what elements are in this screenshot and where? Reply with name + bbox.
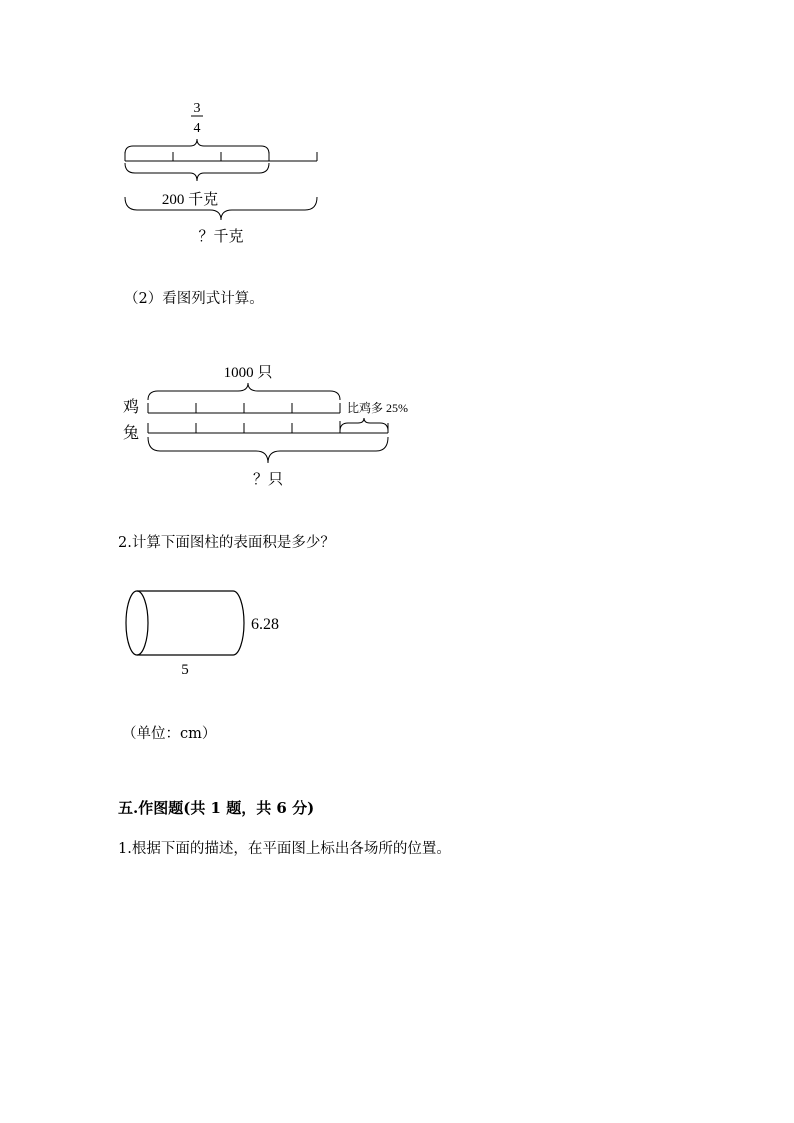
top-count-label: 1000 只 xyxy=(223,365,273,381)
rabbit-total-brace xyxy=(148,437,388,463)
fraction-numerator: 3 xyxy=(193,101,201,116)
total-label: ？千克 xyxy=(198,229,244,245)
chicken-brace xyxy=(148,383,340,400)
cylinder-right-curve xyxy=(233,591,244,655)
length-label: 5 xyxy=(181,662,189,678)
weight-bar-diagram xyxy=(110,90,350,250)
unit-note: （单位：cm） xyxy=(122,726,217,742)
extra-brace xyxy=(340,418,388,431)
chicken-rabbit-diagram xyxy=(110,355,440,495)
extra-percent-label: 比鸡多 25% xyxy=(347,401,408,415)
circumference-label: 6.28 xyxy=(251,616,279,633)
rabbit-total-label: ？只 xyxy=(252,472,284,488)
problem-instruction-2: （2）看图列式计算。 xyxy=(124,291,264,307)
fraction-denominator: 4 xyxy=(193,121,201,136)
cylinder-left-face xyxy=(126,591,148,655)
section-heading: 五.作图题(共 1 题，共 6 分) xyxy=(118,799,315,817)
section-question: 1.根据下面的描述，在平面图上标出各场所的位置。 xyxy=(118,841,451,857)
chicken-label: 鸡 xyxy=(123,399,140,416)
cylinder-figure xyxy=(115,582,315,687)
top-brace xyxy=(125,139,269,154)
rabbit-label: 兔 xyxy=(123,425,140,442)
problem-instruction-cylinder: 2.计算下面图柱的表面积是多少？ xyxy=(118,535,335,551)
part-brace xyxy=(125,163,269,181)
part-label: 200 千克 xyxy=(161,192,219,208)
total-brace xyxy=(125,197,317,220)
